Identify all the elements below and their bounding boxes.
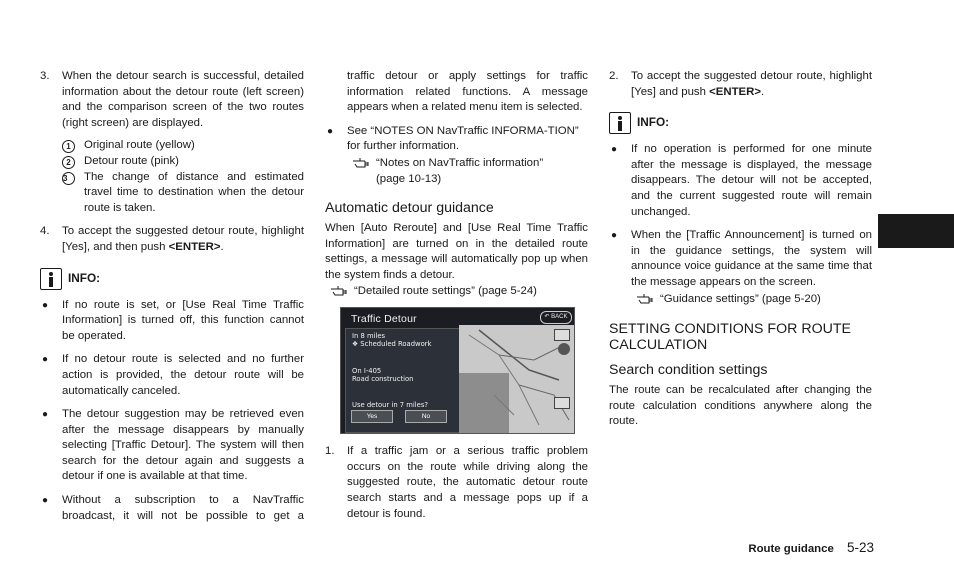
step-number: 2.: [609, 70, 619, 82]
circled-number-2-icon: 2: [62, 156, 75, 169]
bullet-icon: ●: [611, 144, 618, 156]
reference-text: “Guidance settings” (page 5-20): [660, 292, 821, 305]
legend-text: Original route (yellow): [84, 139, 195, 152]
info-icon: [609, 112, 631, 134]
bullet-icon: ●: [42, 495, 49, 507]
paragraph: When [Auto Reroute] and [Use Real Time Traffic Information] are turned on in the detailed route settings, a message will automatically pop up when the system finds a detour.: [325, 222, 588, 281]
screen-line: Road construction: [352, 375, 414, 384]
enter-key: <ENTER>: [168, 240, 221, 253]
screen-line-text: Scheduled Roadwork: [360, 340, 432, 349]
map-scale-icon: [554, 329, 570, 341]
step-text: When the detour search is successful, detailed information about the detour route (left screen) and the comparison screen of the two routes (right screen) are displayed.: [62, 70, 304, 129]
step-1: [325, 444, 588, 522]
info-header: [40, 268, 304, 290]
yes-button[interactable]: Yes: [351, 410, 393, 423]
section-heading: Automatic detour guidance: [325, 200, 494, 217]
pointing-hand-icon: [330, 285, 352, 297]
bullet-text: If no route is set, or [Use Real Time Traffic Information] is turned off, this function cannot be operated.: [62, 298, 304, 342]
info-label: INFO:: [637, 115, 670, 130]
bullet-icon: ●: [42, 409, 49, 421]
section-heading: SETTING CONDITIONS FOR ROUTE CALCULATION: [609, 321, 851, 354]
page-reference[interactable]: [330, 284, 588, 300]
circled-number-1-icon: 1: [62, 140, 75, 153]
list-item: [40, 352, 304, 399]
screen-title: Traffic Detour: [351, 313, 417, 326]
bullet-icon: ●: [327, 125, 334, 137]
page-footer: [600, 540, 874, 558]
bullet-text: If no operation is performed for one minute after the message is displayed, the message disappears. The detour will not be accepted, and the current suggested route will remain unchanged.: [631, 143, 872, 218]
info-header: [609, 112, 872, 134]
step-text-end: .: [220, 240, 224, 253]
page-number: 5-23: [846, 540, 874, 555]
screen-question: Use detour in 7 miles?: [352, 401, 429, 410]
list-item: [40, 493, 304, 524]
bullet-icon: ●: [42, 299, 49, 311]
legend-text: The change of distance and estimated travel time to destination when the detour route is taken.: [84, 170, 304, 214]
bullet-icon: ●: [42, 354, 49, 366]
map-view: [459, 325, 574, 433]
legend-item-3: [62, 170, 304, 217]
legend-item-2: [62, 154, 304, 170]
paragraph: The route can be recalculated after changing the route calculation conditions anywhere along the route.: [609, 384, 872, 428]
step-number: 3.: [40, 70, 50, 82]
no-button[interactable]: No: [405, 410, 447, 423]
legend-item-1: [62, 138, 304, 154]
step-text: To accept the suggested detour route, highlight [Yes] and push: [631, 70, 872, 98]
step-text-end: .: [761, 85, 765, 98]
back-label: BACK: [551, 314, 568, 321]
circled-number-3-icon: 3: [62, 172, 75, 185]
list-item: [609, 228, 872, 290]
page-reference[interactable]: [352, 156, 588, 187]
bullet-text: The detour suggestion may be retrieved even after the message disappears by manually selecting [Traffic Detour]. The system will then search for the detour again and suggests a detour if one is available at that time.: [62, 408, 304, 483]
enter-key: <ENTER>: [709, 85, 762, 98]
chapter-tab: [878, 214, 954, 248]
page-reference[interactable]: [636, 292, 872, 308]
map-zoom-icon[interactable]: [554, 397, 570, 409]
bullet-text: If no detour route is selected and no further action is provided, the detour route will be automatically canceled.: [62, 353, 304, 397]
step-number: 1.: [325, 445, 335, 458]
bullet-text: Without a subscription to a NavTraffic broadcast, it will not be possible to get a: [62, 494, 304, 522]
middle-column: [325, 69, 588, 529]
legend-text: Detour route (pink): [84, 154, 179, 167]
left-column: [40, 69, 304, 532]
traffic-detour-screenshot: [340, 307, 575, 434]
info-label: INFO:: [68, 270, 101, 285]
screen-line: In 8 miles: [352, 332, 386, 341]
step-3: [40, 69, 304, 131]
sub-heading: Search condition settings: [609, 362, 768, 379]
bullet-icon: ●: [611, 230, 618, 242]
back-button[interactable]: [540, 311, 572, 324]
reference-text: “Notes on NavTraffic information”: [376, 156, 544, 169]
list-item: [325, 124, 588, 155]
pointing-hand-icon: [636, 293, 658, 305]
continued-text: traffic detour or apply settings for traffic information related functions. A message appears when a related menu item is selected.: [347, 70, 588, 114]
step-text: To accept the suggested detour route, highlight [Yes], and then push: [62, 225, 304, 253]
bullet-text: When the [Traffic Announcement] is turned on in the guidance settings, the system will announce voice guidance at the same time that the message appears on the screen.: [631, 229, 872, 288]
step-4: [40, 224, 304, 255]
bullet-text: See “NOTES ON NavTraffic INFORMA-TION” for further information.: [347, 124, 579, 153]
step-text: If a traffic jam or a serious traffic problem occurs on the route while driving along the suggested route, the automatic detour route search starts and a message pops up if a detour is found.: [347, 445, 588, 520]
screen-line: On I-405: [352, 367, 382, 376]
info-icon: [40, 268, 62, 290]
reference-page: (page 10-13): [376, 172, 442, 185]
list-item: [40, 298, 304, 345]
step-number: 4.: [40, 225, 50, 238]
right-column: [609, 69, 872, 430]
roadwork-icon: ❖: [352, 340, 361, 349]
list-item: [40, 407, 304, 485]
reference-text: “Detailed route settings” (page 5-24): [354, 284, 537, 297]
pointing-hand-icon: [352, 157, 374, 169]
step-2: [609, 69, 872, 100]
map-roads: [459, 325, 574, 433]
list-item: [609, 142, 872, 220]
footer-section-title: Route guidance: [748, 543, 834, 555]
back-arrow-icon: ↶: [544, 314, 550, 321]
screen-line: [352, 340, 431, 348]
